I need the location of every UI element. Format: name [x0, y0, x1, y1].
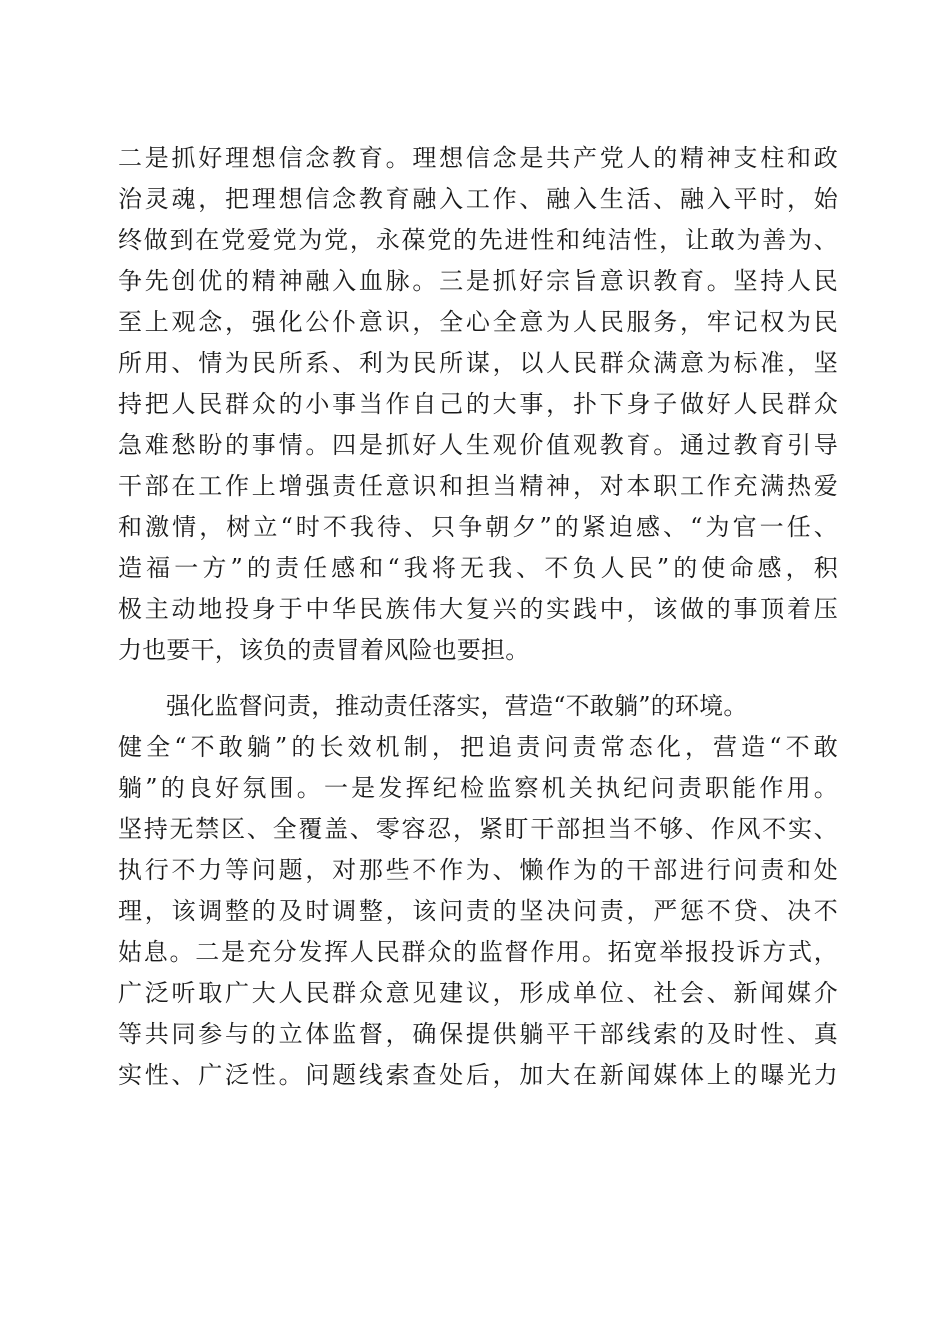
paragraph-line: 躺”的良好氛围。一是发挥纪检监察机关执纪问责职能作用。: [118, 774, 838, 802]
paragraph-line: 极主动地投身于中华民族伟大复兴的实践中，该做的事顶着压: [118, 595, 838, 623]
paragraph-line: 急难愁盼的事情。四是抓好人生观价值观教育。通过教育引导: [118, 431, 838, 459]
paragraph-line: 终做到在党爱党为党，永葆党的先进性和纯洁性，让敢为善为、: [118, 226, 838, 254]
paragraph-line: 争先创优的精神融入血脉。三是抓好宗旨意识教育。坚持人民: [118, 267, 838, 295]
paragraph-line: 二是抓好理想信念教育。理想信念是共产党人的精神支柱和政: [118, 144, 838, 172]
paragraph-line: 所用、情为民所系、利为民所谋，以人民群众满意为标准，坚: [118, 349, 838, 377]
paragraph-line: 强化监督问责，推动责任落实，营造“不敢躺”的环境。: [166, 692, 748, 720]
paragraph-1: [118, 138, 838, 671]
paragraph-line: 造福一方”的责任感和“我将无我、不负人民”的使命感，积: [118, 554, 838, 582]
paragraph-line: 广泛听取广大人民群众意见建议，形成单位、社会、新闻媒介: [118, 979, 838, 1007]
paragraph-2: [118, 686, 838, 1096]
paragraph-line: 理，该调整的及时调整，该问责的坚决问责，严惩不贷、决不: [118, 897, 838, 925]
paragraph-line: 姑息。二是充分发挥人民群众的监督作用。拓宽举报投诉方式，: [118, 938, 838, 966]
paragraph-line: 治灵魂，把理想信念教育融入工作、融入生活、融入平时，始: [118, 185, 838, 213]
paragraph-line: 健全“不敢躺”的长效机制，把追责问责常态化，营造“不敢: [118, 733, 838, 761]
paragraph-line: 至上观念，强化公仆意识，全心全意为人民服务，牢记权为民: [118, 308, 838, 336]
paragraph-line: 实性、广泛性。问题线索查处后，加大在新闻媒体上的曝光力: [118, 1061, 838, 1089]
paragraph-line: 力也要干，该负的责冒着风险也要担。: [118, 636, 530, 664]
paragraph-line: 等共同参与的立体监督，确保提供躺平干部线索的及时性、真: [118, 1020, 838, 1048]
paragraph-line: 执行不力等问题，对那些不作为、懒作为的干部进行问责和处: [118, 856, 838, 884]
paragraph-line: 坚持无禁区、全覆盖、零容忍，紧盯干部担当不够、作风不实、: [118, 815, 838, 843]
paragraph-line: 持把人民群众的小事当作自己的大事，扑下身子做好人民群众: [118, 390, 838, 418]
paragraph-line: 和激情，树立“时不我待、只争朝夕”的紧迫感、“为官一任、: [118, 513, 838, 541]
paragraph-line: 干部在工作上增强责任意识和担当精神，对本职工作充满热爱: [118, 472, 838, 500]
